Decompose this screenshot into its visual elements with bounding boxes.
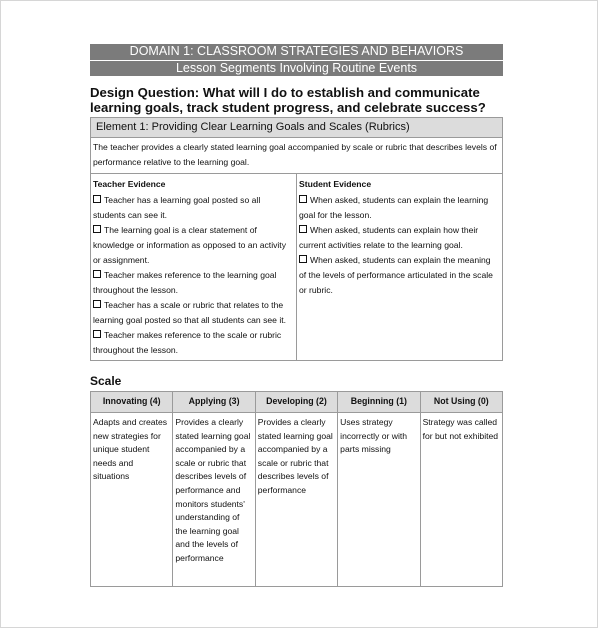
scale-heading: Scale <box>90 374 122 388</box>
domain-title: DOMAIN 1: CLASSROOM STRATEGIES AND BEHAVIORS <box>90 44 503 60</box>
domain-subtitle: Lesson Segments Involving Routine Events <box>90 60 503 76</box>
scale-cell-innovating: Adapts and creates new strategies for unique student needs and situations <box>91 413 173 587</box>
scale-table <box>90 391 503 587</box>
teacher-evidence-item: Teacher has a scale or rubric that relates to the learning goal posted so that all students can see it. <box>93 300 287 325</box>
teacher-evidence-item: Teacher makes reference to the scale or rubric throughout the lesson. <box>93 330 282 355</box>
checkbox-icon <box>93 195 101 203</box>
teacher-evidence-column <box>91 174 297 361</box>
design-question: Design Question: What will I do to establish and communicate learning goals, track student progress, and celebrate success? <box>90 85 486 115</box>
scale-header-not-using: Not Using (0) <box>420 392 502 413</box>
student-evidence-column <box>297 174 503 361</box>
checkbox-icon <box>93 300 101 308</box>
teacher-evidence-title: Teacher Evidence <box>93 179 166 189</box>
scale-cell-beginning: Uses strategy incorrectly or with parts missing <box>338 413 420 587</box>
scale-cell-developing: Provides a clearly stated learning goal accompanied by a scale or rubric that describes levels of performance <box>255 413 337 587</box>
checkbox-icon <box>299 255 307 263</box>
checkbox-icon <box>93 330 101 338</box>
checkbox-icon <box>93 270 101 278</box>
element-title: Element 1: Providing Clear Learning Goals and Scales (Rubrics) <box>91 118 503 138</box>
scale-cell-not-using: Strategy was called for but not exhibited <box>420 413 502 587</box>
domain-banner <box>90 44 503 76</box>
scale-header-applying: Applying (3) <box>173 392 255 413</box>
teacher-evidence-item: The learning goal is a clear statement of knowledge or information as opposed to an activity or assignment. <box>93 225 286 265</box>
teacher-evidence-item: Teacher makes reference to the learning goal throughout the lesson. <box>93 270 277 295</box>
student-evidence-title: Student Evidence <box>299 179 372 189</box>
checkbox-icon <box>299 195 307 203</box>
scale-header-developing: Developing (2) <box>255 392 337 413</box>
element-evidence-table <box>90 117 503 361</box>
student-evidence-item: When asked, students can explain the meaning of the levels of performance articulated in the scale or rubric. <box>299 255 493 295</box>
teacher-evidence-item: Teacher has a learning goal posted so all students can see it. <box>93 195 261 220</box>
scale-header-beginning: Beginning (1) <box>338 392 420 413</box>
scale-cell-applying: Provides a clearly stated learning goal accompanied by a scale or rubric that describes levels of performance and monitors students' understanding of the learning goal and the levels of performance <box>173 413 255 587</box>
scale-header-innovating: Innovating (4) <box>91 392 173 413</box>
student-evidence-item: When asked, students can explain how their current activities relate to the learning goal. <box>299 225 479 250</box>
student-evidence-item: When asked, students can explain the learning goal for the lesson. <box>299 195 489 220</box>
checkbox-icon <box>299 225 307 233</box>
element-description: The teacher provides a clearly stated learning goal accompanied by scale or rubric that describes levels of performance relative to the learning goal. <box>91 138 503 174</box>
checkbox-icon <box>93 225 101 233</box>
